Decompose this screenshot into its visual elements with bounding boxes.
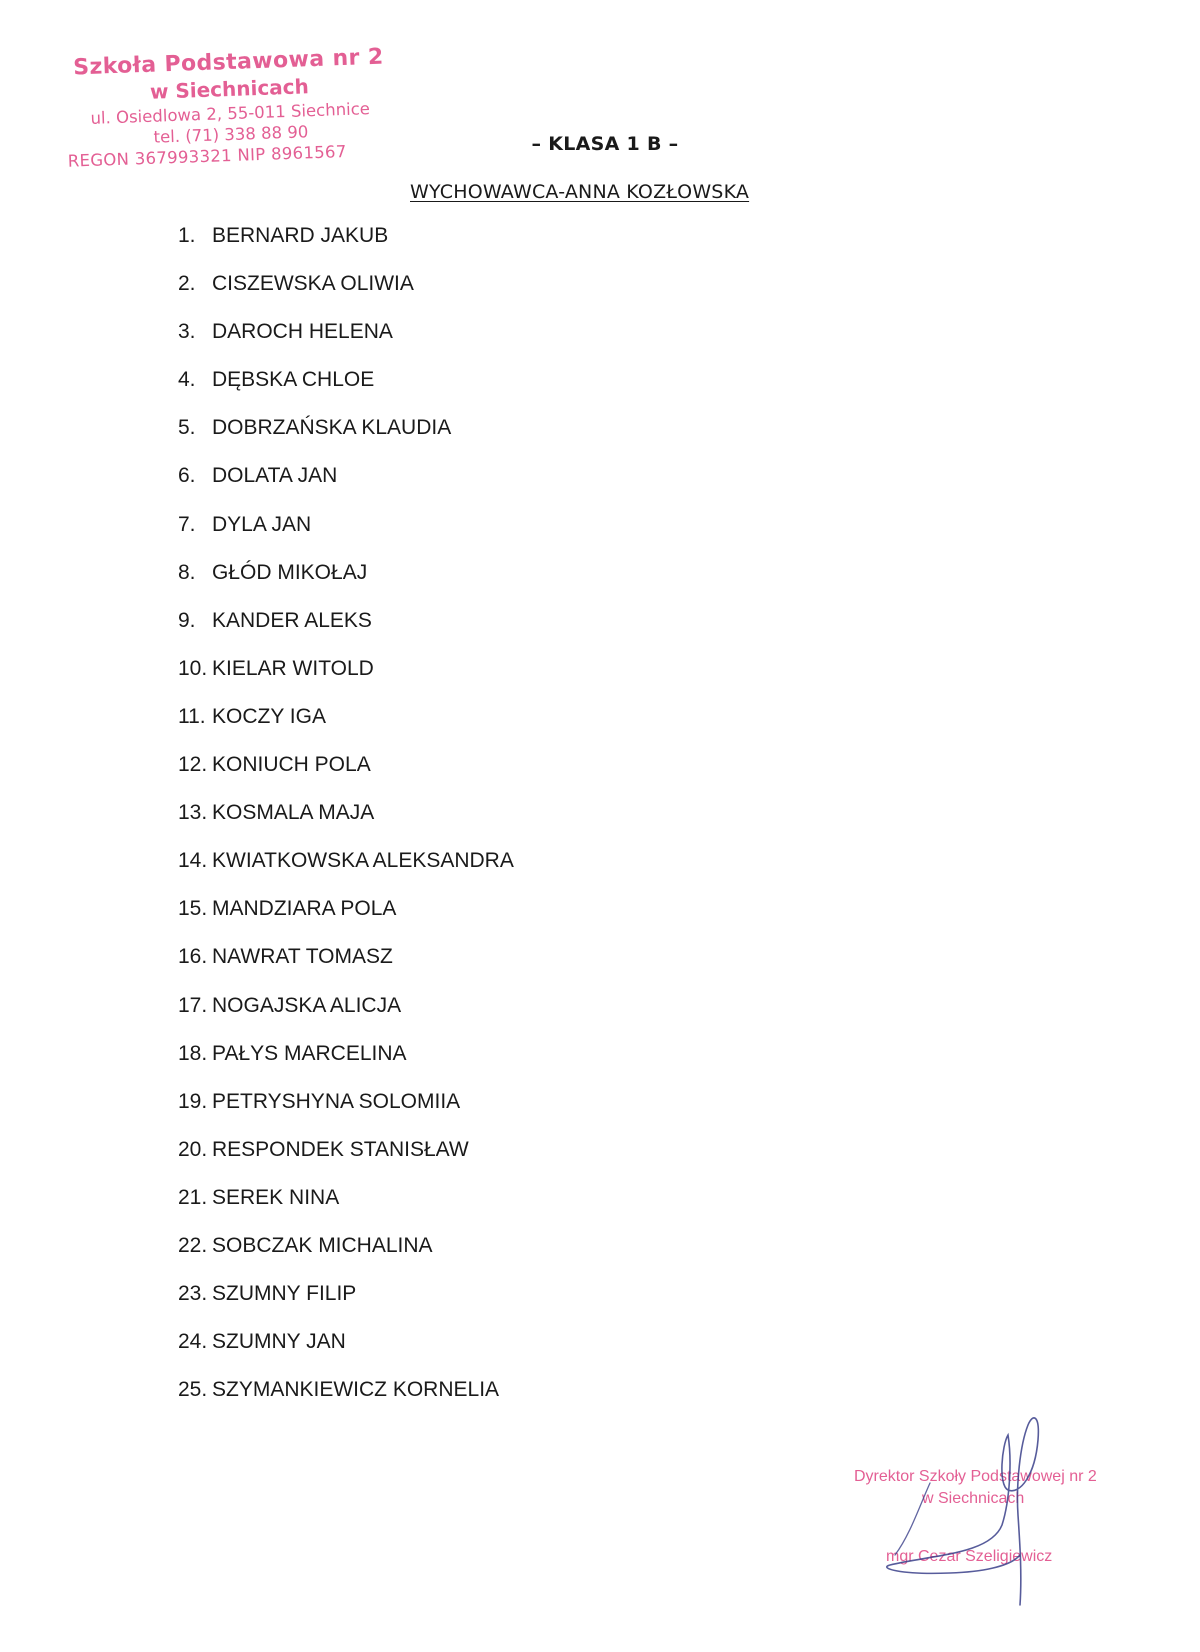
list-item-number: 4. — [178, 368, 196, 392]
list-item-number: 2. — [178, 272, 196, 296]
list-item — [178, 559, 514, 607]
list-item-number: 25. — [178, 1378, 208, 1402]
list-item — [178, 270, 514, 318]
list-item — [178, 1232, 514, 1280]
student-name: DAROCH HELENA — [212, 320, 393, 344]
director-signature — [870, 1405, 1090, 1615]
list-item-number: 7. — [178, 512, 196, 536]
stamp-regon-nip: REGON 367993321 NIP 8961567 — [67, 141, 347, 171]
class-teacher: WYCHOWAWCA-ANNA KOZŁOWSKA — [410, 181, 750, 203]
list-item — [178, 222, 514, 270]
list-item — [178, 511, 514, 559]
list-item — [178, 1328, 514, 1376]
student-name: KOCZY IGA — [212, 704, 326, 728]
list-item-number: 19. — [178, 1089, 208, 1113]
class-title: – KLASA 1 B – — [531, 133, 679, 155]
list-item-number: 21. — [178, 1185, 208, 1209]
student-name: MANDZIARA POLA — [212, 897, 397, 921]
list-item-number: 23. — [178, 1282, 208, 1306]
student-name: NOGAJSKA ALICJA — [212, 993, 402, 1017]
list-item-number: 9. — [178, 608, 196, 632]
list-item — [178, 318, 514, 366]
list-item — [178, 799, 514, 847]
list-item-number: 5. — [178, 416, 196, 440]
stamp-school-town: w Siechnicach — [149, 74, 310, 104]
list-item — [178, 414, 514, 462]
list-item — [178, 1184, 514, 1232]
student-name: SZUMNY JAN — [212, 1330, 346, 1354]
list-item — [178, 992, 514, 1040]
student-name: KWIATKOWSKA ALEKSANDRA — [212, 849, 514, 873]
director-school-town: w Siechnicach — [922, 1490, 1025, 1507]
list-item-number: 20. — [178, 1137, 208, 1161]
student-name: NAWRAT TOMASZ — [212, 945, 393, 969]
list-item-number: 14. — [178, 849, 208, 873]
student-list — [178, 222, 514, 1424]
director-name: mgr Cezar Szeligiewicz — [886, 1548, 1053, 1565]
student-name: KONIUCH POLA — [212, 753, 371, 777]
list-item — [178, 462, 514, 510]
student-name: DOLATA JAN — [212, 464, 338, 488]
list-item-number: 22. — [178, 1233, 208, 1257]
list-item — [178, 895, 514, 943]
list-item-number: 3. — [178, 320, 196, 344]
stamp-address: ul. Osiedlowa 2, 55-011 Siechnice — [90, 99, 371, 128]
student-name: SOBCZAK MICHALINA — [212, 1233, 433, 1257]
student-name: SZYMANKIEWICZ KORNELIA — [212, 1378, 500, 1402]
list-item-number: 11. — [178, 704, 206, 728]
list-item-number: 1. — [178, 224, 196, 247]
list-item — [178, 1088, 514, 1136]
list-item — [178, 943, 514, 991]
director-title: Dyrektor Szkoły Podstawowej nr 2 — [854, 1468, 1097, 1485]
list-item-number: 18. — [178, 1041, 208, 1065]
student-name: KIELAR WITOLD — [212, 656, 374, 680]
student-name: GŁÓD MIKOŁAJ — [212, 560, 368, 584]
list-item-number: 6. — [178, 464, 196, 488]
list-item-number: 16. — [178, 945, 208, 969]
list-item — [178, 847, 514, 895]
student-name: SZUMNY FILIP — [212, 1282, 357, 1306]
student-name: SEREK NINA — [212, 1185, 340, 1209]
list-item-number: 24. — [178, 1330, 208, 1354]
list-item-number: 12. — [178, 753, 208, 777]
list-item — [178, 1280, 514, 1328]
list-item — [178, 366, 514, 414]
student-name: PAŁYS MARCELINA — [212, 1041, 407, 1065]
student-name: DYLA JAN — [212, 512, 312, 536]
list-item-number: 13. — [178, 801, 208, 825]
list-item-number: 17. — [178, 993, 208, 1017]
list-item-number: 15. — [178, 897, 208, 921]
list-item — [178, 703, 514, 751]
stamp-school-name: Szkoła Podstawowa nr 2 — [72, 44, 385, 81]
student-name: KANDER ALEKS — [212, 608, 372, 632]
student-name: PETRYSHYNA SOLOMIIA — [212, 1089, 461, 1113]
list-item — [178, 751, 514, 799]
list-item — [178, 655, 514, 703]
list-item-number: 8. — [178, 560, 196, 584]
list-item — [178, 607, 514, 655]
student-name: CISZEWSKA OLIWIA — [212, 272, 414, 296]
student-name: DĘBSKA CHLOE — [212, 368, 375, 392]
student-name: RESPONDEK STANISŁAW — [212, 1137, 469, 1161]
student-name: BERNARD JAKUB — [212, 224, 389, 247]
stamp-phone: tel. (71) 338 88 90 — [153, 122, 309, 147]
list-item — [178, 1136, 514, 1184]
list-item-number: 10. — [178, 656, 208, 680]
list-item — [178, 1376, 514, 1424]
list-item — [178, 1040, 514, 1088]
student-name: DOBRZAŃSKA KLAUDIA — [212, 416, 452, 440]
student-name: KOSMALA MAJA — [212, 801, 375, 825]
